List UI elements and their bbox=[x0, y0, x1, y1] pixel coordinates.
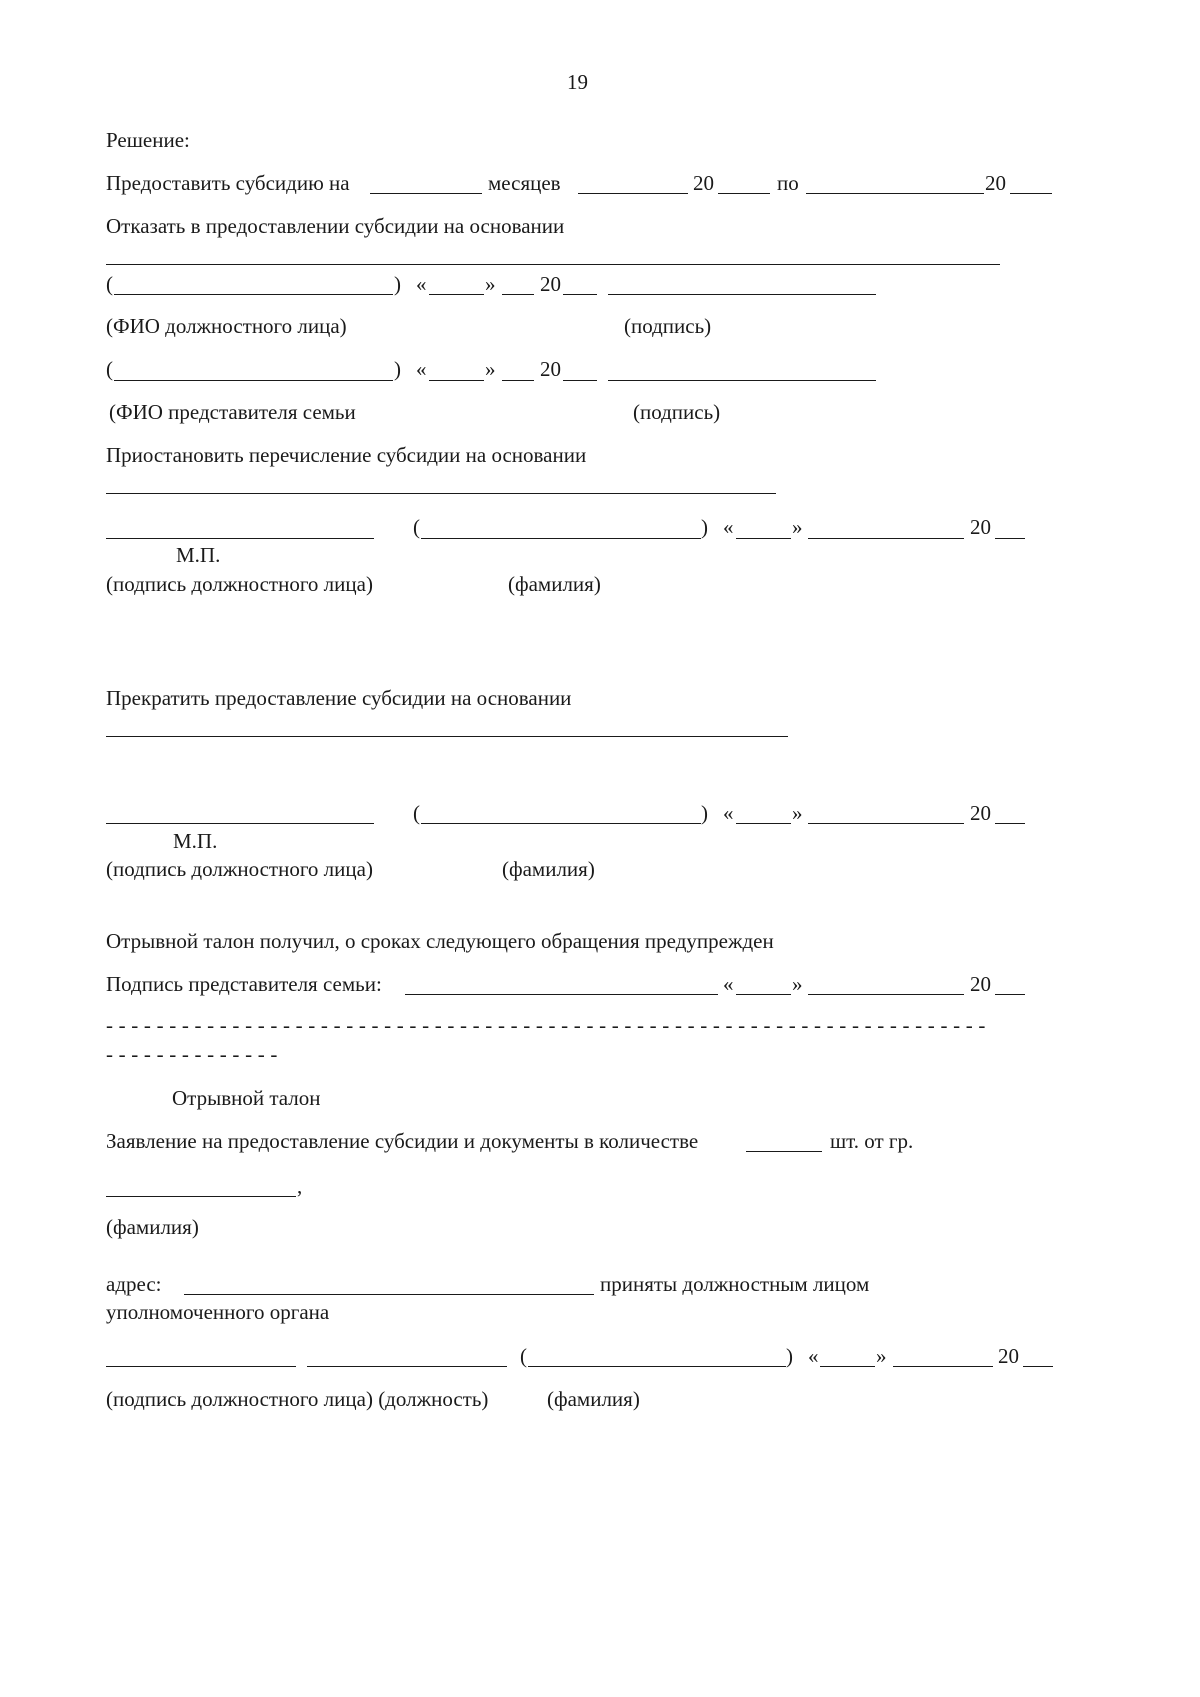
cut-line-continued: - - - - - - - - - - - - - - bbox=[106, 1042, 278, 1066]
stub-position-field[interactable] bbox=[307, 1366, 507, 1367]
stub-surname-close: ) bbox=[786, 1344, 793, 1368]
stub-day-field[interactable] bbox=[820, 1366, 875, 1367]
stub-official-signature-field[interactable] bbox=[106, 1366, 296, 1367]
receipt-day-quote-open: « bbox=[723, 972, 734, 996]
terminate-signature-field[interactable] bbox=[106, 823, 374, 824]
grant-to-field[interactable] bbox=[806, 193, 984, 194]
official-signature-caption: (подпись) bbox=[624, 314, 712, 338]
grant-from-field[interactable] bbox=[578, 193, 688, 194]
suspend-label: Приостановить перечисление субсидии на основании bbox=[106, 443, 587, 467]
refuse-reason-field[interactable] bbox=[106, 264, 1000, 265]
terminate-year-field[interactable] bbox=[995, 823, 1025, 824]
receipt-note: Отрывной талон получил, о сроках следующего обращения предупрежден bbox=[106, 929, 774, 953]
suspend-surname-close: ) bbox=[701, 515, 708, 539]
decision-heading: Решение: bbox=[106, 128, 190, 152]
official-fio-open: ( bbox=[106, 272, 113, 296]
receipt-year-prefix: 20 bbox=[970, 972, 991, 996]
suspend-day-quote-open: « bbox=[723, 515, 734, 539]
stub-surname-comma: , bbox=[297, 1174, 303, 1198]
stub-day-quote-close: » bbox=[876, 1344, 887, 1368]
official-day-quote-open: « bbox=[416, 272, 427, 296]
suspend-day-quote-close: » bbox=[792, 515, 803, 539]
suspend-signature-caption: (подпись должностного лица) bbox=[106, 572, 373, 596]
suspend-surname-field[interactable] bbox=[421, 538, 701, 539]
stub-count-field[interactable] bbox=[746, 1151, 822, 1152]
family-day-field[interactable] bbox=[429, 380, 484, 381]
grant-from-year-prefix: 20 bbox=[693, 171, 714, 195]
stub-address-field[interactable] bbox=[184, 1294, 594, 1295]
receipt-year-field[interactable] bbox=[995, 994, 1025, 995]
family-year-prefix: 20 bbox=[540, 357, 561, 381]
terminate-surname-caption: (фамилия) bbox=[502, 857, 595, 881]
family-fio-close: ) bbox=[394, 357, 401, 381]
suspend-day-field[interactable] bbox=[736, 538, 791, 539]
grant-months-label: месяцев bbox=[488, 171, 561, 195]
suspend-month-field[interactable] bbox=[808, 538, 964, 539]
grant-months-field[interactable] bbox=[370, 193, 482, 194]
official-year-prefix: 20 bbox=[540, 272, 561, 296]
stub-surname-field[interactable] bbox=[106, 1196, 296, 1197]
family-signature-label: Подпись представителя семьи: bbox=[106, 972, 382, 996]
cut-line: - - - - - - - - - - - - - - - - - - - - - - - - - - - - - - - - - - - - - - - - - - - - - - - - - - - - - - - - - - - - - - - - - - - - - - bbox=[106, 1013, 986, 1037]
family-year-field[interactable] bbox=[563, 380, 597, 381]
family-day-quote-close: » bbox=[485, 357, 496, 381]
terminate-surname-open: ( bbox=[413, 801, 420, 825]
suspend-surname-caption: (фамилия) bbox=[508, 572, 601, 596]
stub-statement: Заявление на предоставление субсидии и документы в количестве bbox=[106, 1129, 699, 1153]
grant-to-year-prefix: 20 bbox=[985, 171, 1006, 195]
stub-year-field[interactable] bbox=[1023, 1366, 1053, 1367]
stub-footer-surname-caption: (фамилия) bbox=[547, 1387, 640, 1411]
grant-from-year-field[interactable] bbox=[718, 193, 770, 194]
official-day-quote-close: » bbox=[485, 272, 496, 296]
terminate-surname-field[interactable] bbox=[421, 823, 701, 824]
terminate-signature-caption: (подпись должностного лица) bbox=[106, 857, 373, 881]
grant-to-label: по bbox=[777, 171, 799, 195]
family-day-quote-open: « bbox=[416, 357, 427, 381]
receipt-day-quote-close: » bbox=[792, 972, 803, 996]
terminate-year-prefix: 20 bbox=[970, 801, 991, 825]
suspend-seal-label: М.П. bbox=[176, 543, 221, 567]
stub-count-suffix: шт. от гр. bbox=[830, 1129, 914, 1153]
terminate-day-field[interactable] bbox=[736, 823, 791, 824]
family-fio-open: ( bbox=[106, 357, 113, 381]
official-month-field[interactable] bbox=[502, 294, 534, 295]
suspend-surname-open: ( bbox=[413, 515, 420, 539]
stub-surname-caption: (фамилия) bbox=[106, 1215, 199, 1239]
family-signature-caption: (подпись) bbox=[633, 400, 721, 424]
official-day-field[interactable] bbox=[429, 294, 484, 295]
official-fio-field[interactable] bbox=[114, 294, 393, 295]
refuse-label: Отказать в предоставлении субсидии на основании bbox=[106, 214, 565, 238]
official-fio-close: ) bbox=[394, 272, 401, 296]
family-signature-field[interactable] bbox=[608, 380, 876, 381]
family-month-field[interactable] bbox=[502, 380, 534, 381]
terminate-day-quote-open: « bbox=[723, 801, 734, 825]
terminate-label: Прекратить предоставление субсидии на основании bbox=[106, 686, 572, 710]
suspend-year-prefix: 20 bbox=[970, 515, 991, 539]
stub-authority: уполномоченного органа bbox=[106, 1300, 330, 1324]
official-fio-caption: (ФИО должностного лица) bbox=[106, 314, 347, 338]
terminate-day-quote-close: » bbox=[792, 801, 803, 825]
suspend-reason-field[interactable] bbox=[106, 493, 776, 494]
terminate-month-field[interactable] bbox=[808, 823, 964, 824]
stub-footer-captions: (подпись должностного лица) (должность) bbox=[106, 1387, 489, 1411]
stub-year-prefix: 20 bbox=[998, 1344, 1019, 1368]
official-signature-field[interactable] bbox=[608, 294, 876, 295]
stub-surname-open: ( bbox=[520, 1344, 527, 1368]
suspend-signature-field[interactable] bbox=[106, 538, 374, 539]
stub-title: Отрывной талон bbox=[172, 1086, 321, 1110]
stub-accepted-by: приняты должностным лицом bbox=[600, 1272, 870, 1296]
official-year-field[interactable] bbox=[563, 294, 597, 295]
family-fio-field[interactable] bbox=[114, 380, 393, 381]
receipt-day-field[interactable] bbox=[736, 994, 791, 995]
family-signature-line[interactable] bbox=[405, 994, 718, 995]
stub-address-label: адрес: bbox=[106, 1272, 162, 1296]
suspend-year-field[interactable] bbox=[995, 538, 1025, 539]
grant-to-year-field[interactable] bbox=[1010, 193, 1052, 194]
grant-label: Предоставить субсидию на bbox=[106, 171, 350, 195]
terminate-surname-close: ) bbox=[701, 801, 708, 825]
terminate-reason-field[interactable] bbox=[106, 736, 788, 737]
terminate-seal-label: М.П. bbox=[173, 829, 218, 853]
stub-official-surname-field[interactable] bbox=[528, 1366, 786, 1367]
stub-day-quote-open: « bbox=[808, 1344, 819, 1368]
family-fio-caption: (ФИО представителя семьи bbox=[109, 400, 356, 424]
page-number: 19 bbox=[567, 70, 588, 94]
stub-month-field[interactable] bbox=[893, 1366, 993, 1367]
receipt-month-field[interactable] bbox=[808, 994, 964, 995]
